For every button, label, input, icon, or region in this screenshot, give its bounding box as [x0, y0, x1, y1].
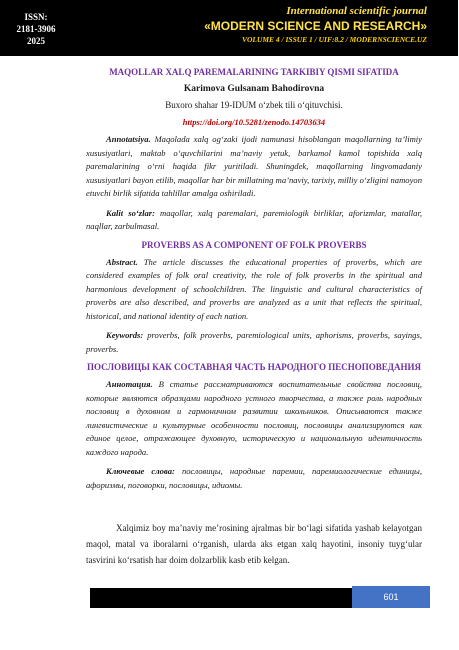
page-number: 601	[352, 586, 430, 608]
annotation-uz-text: Maqolada xalq og‘zaki ijodi namunasi hisoblangan maqollarning ta’limiy xususiyatlari, maktab o‘quvchilarini ma’naviy yetuk, barkamol kamol topishida xalq paremalarining o‘rni haqida fikr yuritiladi. Shuningdek, maqollarning lingvomadaniy xususiyatlari bayon etilib, maqollar har bir millatning ma’naviy, tarixiy, milliy o‘zligini namoyon etuvchi birlik sifatida tahlillar amalga oshiriladi.	[86, 134, 422, 198]
keywords-ru-label: Ключевые слова:	[106, 466, 175, 476]
issn-year: 2025	[27, 36, 45, 46]
keywords-en	[86, 329, 422, 356]
annotation-uz	[86, 133, 422, 201]
article-title-uz: MAQOLLAR XALQ PAREMALARINING TARKIBIY QISMI SIFATIDA	[109, 67, 399, 77]
keywords-ru-text: пословицы, народные паремии, паремиологические единицы, афоризмы, поговорки, пословицы, идиомы.	[86, 466, 422, 490]
keywords-ru	[86, 465, 422, 492]
article-title-ru: ПОСЛОВИЦЫ КАК СОСТАВНАЯ ЧАСТЬ НАРОДНОГО ПЕСНОПОВЕДАНИЯ	[87, 362, 421, 372]
doi-link[interactable]: https://doi.org/10.5281/zenodo.14703634	[182, 117, 326, 127]
footer-bar	[90, 588, 352, 608]
annotation-uz-label: Annotatsiya.	[106, 134, 151, 144]
journal-header	[0, 0, 459, 58]
issn-label: ISSN:	[24, 12, 48, 22]
keywords-uz-label: Kalit so‘zlar:	[106, 207, 155, 218]
issn-box	[0, 0, 72, 56]
keywords-uz	[86, 207, 422, 234]
annotation-ru	[86, 378, 422, 459]
body-paragraph: Xalqimiz boy ma’naviy me’rosining ajralmas bir bo‘lagi sifatida yashab kelayotgan maqol, matal va iboralarni o‘rganish, ularda aks etgan xalq hayotini, insoniy tuyg‘ular tasvirini ko‘rsatish har doim dolzarblik kasb etib kelgan.	[86, 523, 422, 565]
abstract-en-text: The article discusses the educational properties of proverbs, which are considered examples of folk oral creativity, the role of folk proverbs in the spiritual and harmonious development of schoolchildren. The linguistic and cultural characteristics of proverbs are also described, and proverbs are analyzed as a unit that reflects the spiritual, historical, and national identity of each nation.	[86, 256, 422, 321]
author-name: Karimova Gulsanam Bahodirovna	[183, 84, 325, 94]
journal-name: «MODERN SCIENCE AND RESEARCH»	[204, 19, 427, 33]
article-content	[86, 64, 422, 492]
author-affiliation: Buxoro shahar 19-IDUM o‘zbek tili o‘qituvchisi.	[165, 100, 343, 110]
journal-info	[204, 4, 427, 46]
annotation-ru-label: Аннотация.	[106, 379, 153, 389]
keywords-uz-text: maqollar, xalq paremalari, paremiologik birliklar, aforizmlar, matallar, naqllar, zarbulmasal.	[86, 207, 422, 231]
keywords-en-label: Keywords:	[106, 330, 144, 340]
issn-number: 2181-3906	[16, 24, 56, 34]
abstract-en	[86, 256, 422, 324]
article-title-en: PROVERBS AS A COMPONENT OF FOLK PROVERBS	[141, 239, 367, 250]
annotation-ru-text: В статье рассматриваются воспитательные свойства пословиц, которые являются образцами народного устного творчества, а также роль народных пословиц в духовном и гармоничном развитии школьников. Описываются также лингвистические и культурные особенности пословиц, пословицы анализируются как единое целое, отражающее духовную, историческую и национальную идентичность каждого народа.	[86, 379, 422, 457]
keywords-en-text: proverbs, folk proverbs, paremiological units, aphorisms, proverbs, sayings, proverbs.	[86, 330, 422, 354]
page-footer	[0, 586, 459, 612]
abstract-en-label: Abstract.	[106, 256, 138, 267]
journal-type: International scientific journal	[286, 5, 427, 17]
journal-volume: VOLUME 4 / ISSUE 1 / UIF:8.2 / MODERNSCIENCE.UZ	[241, 35, 427, 44]
